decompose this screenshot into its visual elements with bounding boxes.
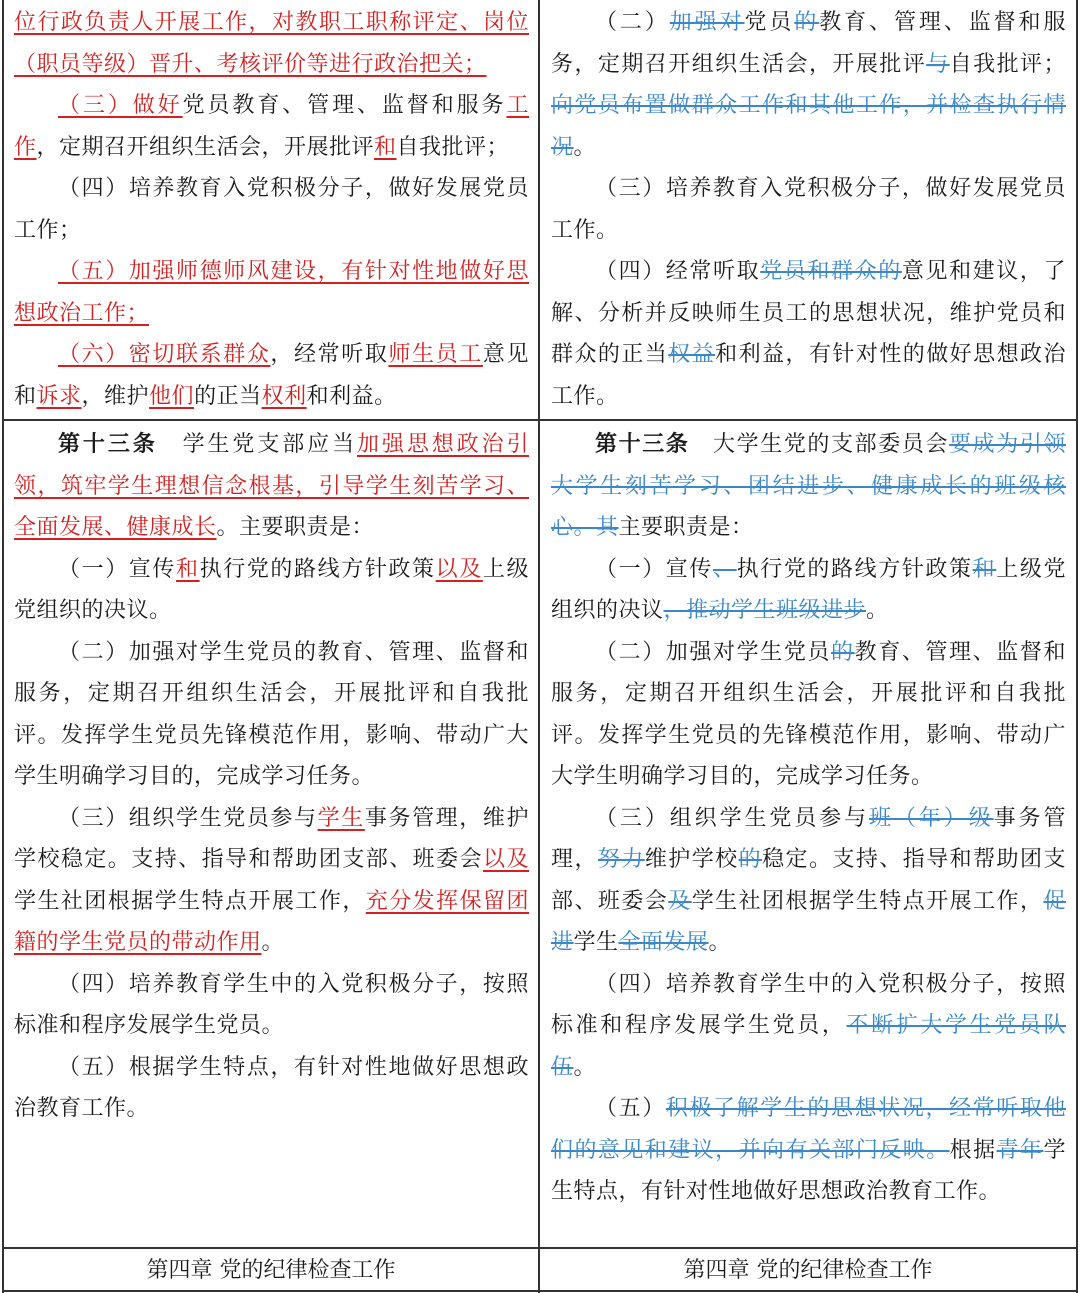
text-run: （五）根据学生特点，有针对性地做好思想政治教育工作。 <box>14 1054 529 1121</box>
text-run: 。 <box>866 598 889 623</box>
text-run: 和利益。 <box>306 383 397 409</box>
paragraph <box>551 424 1066 549</box>
text-run: 自我批评； <box>396 134 510 160</box>
deleted-text: 的 <box>738 847 763 872</box>
paragraph <box>14 168 529 251</box>
text-run: （四）经常听取 <box>595 259 761 284</box>
text-run: 。主要职责是： <box>216 515 375 540</box>
deleted-text: 权益 <box>668 342 716 367</box>
text-run: 学生 <box>573 930 619 955</box>
text-run: 维护学校 <box>644 847 739 872</box>
table-row-divider <box>2 419 1078 421</box>
text-run: 教育、管理、监督和服务，定期召开组织生活会，开展批评和自我批评。发挥学生党员的先锋模范作用，影响、带动广大学生明确学习目的，完成学习任务。 <box>551 639 1066 789</box>
deleted-text: 及 <box>668 888 692 914</box>
text-run: ，定期召开组织生活会，开展批评 <box>36 134 375 160</box>
text-run: （三）组织学生党员参与 <box>595 805 870 831</box>
text-run: 党员 <box>744 10 795 35</box>
text-run: 自我批评； <box>949 51 1066 77</box>
inserted-text: 他们 <box>149 383 195 409</box>
chapter-heading-right: 第四章 党的纪律检查工作 <box>683 1258 933 1283</box>
deleted-text: 积极了解学生的思想状况，经常听取他们的意见和建议，并向有关部门反映。 <box>551 1096 1066 1163</box>
deleted-text: 与 <box>926 51 950 77</box>
text-run: （二） <box>595 10 670 35</box>
deleted-text: 要成为引领大学生刻苦学习、团结进步、健康成长的班级核心。其 <box>551 432 1066 540</box>
paragraph <box>551 798 1066 964</box>
text-run: 。 <box>573 1054 597 1080</box>
inserted-text: 工作 <box>14 93 529 160</box>
deleted-text: 努力 <box>597 847 645 872</box>
inserted-text: 师生员工 <box>388 342 483 367</box>
paragraph <box>14 632 529 798</box>
text-run: 事务管理， <box>551 805 1066 872</box>
paragraph <box>551 168 1066 251</box>
inserted-text: 加强思想政治引领，筑牢学生理想信念根基，引导学生刻苦学习、全面发展、健康成长 <box>14 432 529 540</box>
text-run: （三）培养教育入党积极分子，做好发展党员工作。 <box>551 176 1066 243</box>
inserted-text: 充分发挥保留团籍的学生党员的带动作用 <box>14 888 529 955</box>
paragraph <box>551 549 1066 632</box>
table-column-divider <box>538 0 540 1293</box>
text-run: （一）宣传 <box>58 556 177 582</box>
text-run: 学生社团根据学生特点开展工作， <box>14 888 366 914</box>
right-bottom-cell <box>551 424 1066 1244</box>
deleted-text: ，推动学生班级进步 <box>663 598 867 623</box>
text-run: 。 <box>573 134 597 160</box>
paragraph <box>14 798 529 964</box>
text-run: （四）培养教育学生中的入党积极分子，按照标准和程序发展学生党员。 <box>14 971 529 1038</box>
article-number: 第十三条 <box>595 431 690 457</box>
deleted-text: 党员和群众的 <box>760 259 902 284</box>
text-run: （四）培养教育学生中的入党积极分子，按照标准和程序发展学生党员， <box>551 971 1066 1038</box>
text-run: 意见和 <box>14 342 529 409</box>
deleted-text: 班（年）级 <box>869 805 994 831</box>
right-top-cell <box>551 2 1066 417</box>
deleted-text: 、 <box>713 556 737 582</box>
text-run: 执行党的路线方针政策 <box>199 556 436 582</box>
deleted-text: 不断扩大学生党员队伍 <box>551 1013 1066 1080</box>
paragraph <box>14 2 529 85</box>
text-run: （二）加强对学生党员 <box>595 639 832 665</box>
text-run: 事务管理，维护学校稳定。支持、指导和帮助团支部、班委会 <box>14 805 529 872</box>
chapter-heading-left: 第四章 党的纪律检查工作 <box>146 1258 396 1283</box>
paragraph <box>551 2 1066 168</box>
text-run: （一）宣传 <box>595 556 714 582</box>
deleted-text: 和 <box>972 556 997 582</box>
text-run: 主要职责是： <box>618 515 754 540</box>
left-bottom-cell <box>14 424 529 1244</box>
table-border-left <box>2 0 4 1293</box>
table-border-bottom <box>2 1290 1078 1292</box>
text-run: 学生社团根据学生特点开展工作， <box>691 888 1044 914</box>
inserted-text: 以及 <box>483 847 529 872</box>
text-run: （三）组织学生党员参与 <box>58 805 318 831</box>
inserted-text: （三）做好 <box>58 93 183 118</box>
text-run: 和利益，有针对性的做好思想政治工作。 <box>551 342 1066 409</box>
text-run: 意见和建议，了解、分析并反映师生员工的思想状况，维护党员和群众的正当 <box>551 259 1066 367</box>
paragraph <box>14 1047 529 1130</box>
text-run: 大学生党的支部委员会 <box>689 432 950 457</box>
table-border-right <box>1076 0 1078 1293</box>
inserted-text: 诉求 <box>36 383 82 409</box>
paragraph <box>551 251 1066 417</box>
deleted-text: 全面发展 <box>618 930 709 955</box>
inserted-text: 学生 <box>317 805 365 831</box>
text-run: 学生党支部应当 <box>157 432 357 457</box>
inserted-text: 位行政负责人开展工作，对教职工职称评定、岗位（职员等级）晋升、考核评价等进行政治把关； <box>14 10 529 77</box>
text-run: 。 <box>708 930 732 955</box>
deleted-text: 青年 <box>996 1137 1044 1163</box>
paragraph <box>14 334 529 417</box>
left-top-cell <box>14 2 529 417</box>
deleted-text: 促进 <box>551 888 1066 955</box>
inserted-text: 和 <box>176 556 200 582</box>
text-run: 上级党组织的决议。 <box>14 556 529 623</box>
deleted-text: 加强对 <box>669 10 745 35</box>
text-run: 执行党的路线方针政策 <box>736 556 973 582</box>
text-run: 学生特点，有针对性地做好思想政治教育工作。 <box>551 1137 1066 1204</box>
text-run: 的正当 <box>194 383 262 409</box>
text-run: 根据 <box>949 1137 997 1163</box>
inserted-text: （六）密切联系群众 <box>58 342 271 367</box>
paragraph <box>551 632 1066 798</box>
text-run: 上级党组织的决议 <box>551 556 1066 623</box>
deleted-text: 向党员布置做群众工作和其他工作，并检查执行情况 <box>551 93 1066 160</box>
paragraph <box>551 1088 1066 1213</box>
article-number: 第十三条 <box>58 431 158 457</box>
deleted-text: 的 <box>831 639 855 665</box>
inserted-text: 和 <box>374 134 397 160</box>
text-run: （五） <box>595 1096 666 1121</box>
paragraph <box>14 549 529 632</box>
paragraph <box>14 85 529 168</box>
inserted-text: 权利 <box>261 383 307 409</box>
text-run: （二）加强对学生党员的教育、管理、监督和服务，定期召开组织生活会，开展批评和自我批评。发挥学生党员先锋模范作用，影响、带动广大学生明确学习目的，完成学习任务。 <box>14 639 529 789</box>
inserted-text: 以及 <box>435 556 483 582</box>
paragraph <box>14 424 529 549</box>
paragraph <box>14 251 529 334</box>
text-run: ，维护 <box>81 383 150 409</box>
deleted-text: 的 <box>794 10 820 35</box>
inserted-text: （五）加强师德师风建设，有针对性地做好思想政治工作； <box>14 259 529 326</box>
text-run: 党员教育、管理、监督和服务 <box>182 93 507 118</box>
text-run: 稳定。支持、指导和帮助团支部、班委会 <box>551 847 1066 914</box>
text-run: 。 <box>261 930 285 955</box>
text-run: ，经常听取 <box>270 342 389 367</box>
text-run: 教育、管理、监督和服务，定期召开组织生活会，开展批评 <box>551 10 1066 77</box>
paragraph <box>551 964 1066 1089</box>
text-run: （四）培养教育入党积极分子，做好发展党员工作； <box>14 176 529 243</box>
paragraph <box>14 964 529 1047</box>
